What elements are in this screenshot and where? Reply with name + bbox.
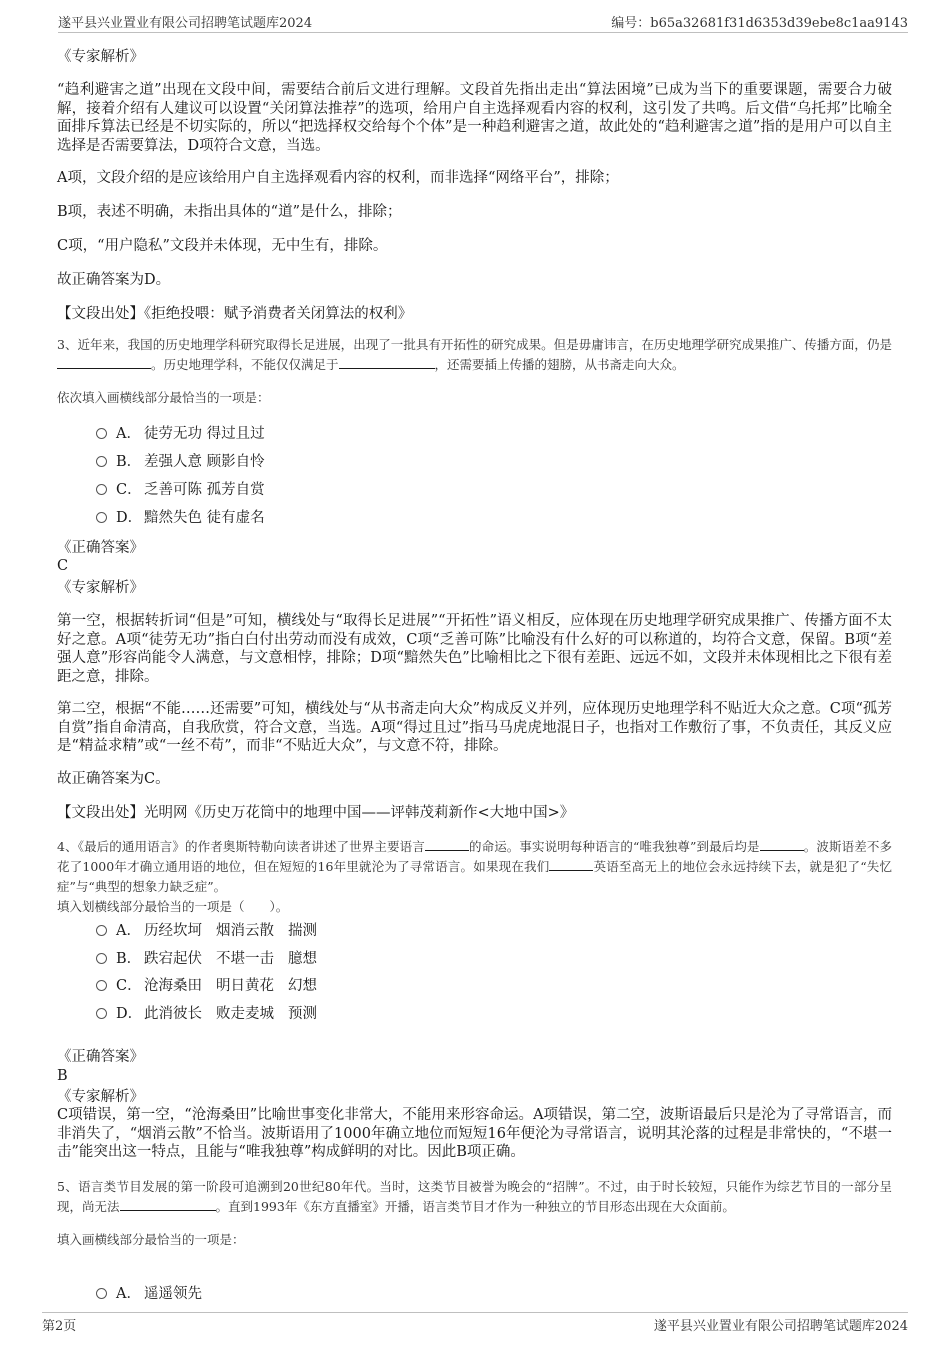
q3-stem — [57, 335, 892, 375]
radio-icon[interactable] — [96, 512, 107, 523]
header-title: 遂平县兴业置业有限公司招聘笔试题库2024 — [58, 16, 313, 31]
q3-analysis-p2: 第二空，根据“不能……还需要”可知，横线处与“从书斋走向大众”构成反义并列，应体现历史地理学科不贴近大众之意。C项“孤芳自赏”指自命清高，自我欣赏，符合文意，当选。A项“得过且过”指马马虎虎地混日子，也指对工作敷衍了事，不负责任，其反义应是“精益求精”或“一丝不苟”，而非“不贴近大众”，与文意不符，排除。 — [57, 701, 892, 754]
q3-option-a[interactable]: A． 徒劳无功 得过且过 — [96, 425, 265, 443]
q4-blank-1 — [425, 838, 469, 851]
q3-option-d[interactable]: D． 黯然失色 徒有虚名 — [96, 509, 265, 527]
q3-blank-1 — [57, 356, 151, 369]
q2-analysis-p3: B项，表述不明确，未指出具体的“道”是什么，排除； — [57, 204, 402, 220]
q3-stem-b: 。历史地理学科，不能仅仅满足于 — [151, 357, 339, 372]
q4-blank-2 — [760, 838, 804, 851]
radio-icon[interactable] — [96, 428, 107, 439]
q4-answer-label: 《正确答案》 — [57, 1049, 144, 1065]
q3-option-c[interactable]: C． 乏善可陈 孤芳自赏 — [96, 481, 265, 499]
q4-analysis-p1: C项错误，第一空，“沧海桑田”比喻世事变化非常大，不能用来形容命运。A项错误，第二空，波斯语最后只是沦为了寻常语言，而非消失了，“烟消云散”不恰当。波斯语用了1000年确立地位而短短16年便沦为寻常语言，说明其沦落的过程是非常快的，“不堪一击”能突出这一特点，且能与“唯我独尊”构成鲜明的对比。因此B项正确。 — [57, 1107, 892, 1160]
q4-stem-c: 。波斯语差不多花了1000年才确立通用语的地位，但在短短的16年里就沦为了寻常语言。如果现在我们 — [57, 839, 892, 874]
q3-option-b[interactable]: B． 差强人意 顾影自怜 — [96, 453, 265, 471]
q5-stem-b: 。直到1993年《东方直播室》开播，语言类节目才作为一种独立的节目形态出现在大众面前。 — [215, 1199, 735, 1214]
q4-stem — [57, 837, 892, 897]
radio-icon[interactable] — [96, 484, 107, 495]
q4-option-a[interactable]: A． 历经坎坷 烟消云散 揣测 — [96, 922, 317, 940]
radio-icon[interactable] — [96, 925, 107, 936]
q2-analysis-p4: C项，“用户隐私”文段并未体现，无中生有，排除。 — [57, 238, 388, 254]
q2-answer-line: 故正确答案为D。 — [57, 272, 171, 288]
q4-blank-3 — [549, 858, 593, 871]
q4-prompt: 填入划横线部分最恰当的一项是（ ）。 — [57, 899, 289, 914]
footer-title: 遂平县兴业置业有限公司招聘笔试题库2024 — [653, 1319, 908, 1334]
q2-analysis-p1: “趋利避害之道”出现在文段中间，需要结合前后文进行理解。文段首先指出走出“算法困境”已成为当下的重要课题，需要合力破解，接着介绍有人建议可以设置“关闭算法推荐”的选项，给用户自主选择观看内容的权利，这引发了共鸣。后文借“乌托邦”比喻全面排斥算法已经是不切实际的，所以“把选择权交给每个个体”是一种趋利避害之道，故此处的“趋利避害之道”指的是用户可以自主选择是否需要算法，D项符合文意，当选。 — [57, 82, 892, 154]
radio-icon[interactable] — [96, 953, 107, 964]
radio-icon[interactable] — [96, 1008, 107, 1019]
q5-stem-a: 5、语言类节目发展的第一阶段可追溯到20世纪80年代。当时，这类节目被誉为晚会的“招牌”。不过，由于时长较短，只能作为综艺节目的一部分呈现，尚无法 — [57, 1179, 892, 1214]
q5-option-a[interactable]: A． 遥遥领先 — [96, 1285, 202, 1303]
page-number: 第2页 — [42, 1319, 77, 1334]
page-footer — [42, 1312, 908, 1335]
q3-source: 【文段出处】光明网《历史万花筒中的地理中国——评韩茂莉新作<大地中国>》 — [57, 805, 575, 821]
q4-option-b[interactable]: B． 跌宕起伏 不堪一击 臆想 — [96, 950, 317, 968]
q5-blank-1 — [120, 1198, 216, 1211]
radio-icon[interactable] — [96, 980, 107, 991]
q3-answer: C — [57, 558, 69, 574]
q4-option-d[interactable]: D． 此消彼长 败走麦城 预测 — [96, 1005, 317, 1023]
q3-answer-line: 故正确答案为C。 — [57, 771, 170, 787]
q4-answer: B — [57, 1068, 68, 1084]
q4-analysis-label: 《专家解析》 — [57, 1089, 144, 1105]
q4-stem-d: 英语至高无上的地位会永远持续下去，就是犯了“失忆症”与“典型的想象力缺乏症”。 — [57, 859, 892, 894]
q3-answer-label: 《正确答案》 — [57, 540, 144, 556]
q2-source: 【文段出处】《拒绝投喂：赋予消费者关闭算法的权利》 — [57, 306, 413, 322]
radio-icon[interactable] — [96, 1288, 107, 1299]
q3-stem-c: ，还需要插上传播的翅膀，从书斋走向大众。 — [434, 357, 685, 372]
q2-analysis-label: 《专家解析》 — [57, 49, 144, 65]
q3-stem-a: 3、近年来，我国的历史地理学科研究取得长足进展，出现了一批具有开拓性的研究成果。但是毋庸讳言，在历史地理学研究成果推广、传播方面，仍是 — [57, 337, 892, 352]
q5-prompt: 填入画横线部分最恰当的一项是： — [57, 1232, 245, 1247]
q4-stem-b: 的命运。事实说明每种语言的“唯我独尊”到最后均是 — [468, 839, 760, 854]
q4-stem-a: 4、《最后的通用语言》的作者奥斯特勒向读者讲述了世界主要语言 — [57, 839, 425, 854]
q2-analysis-p2: A项，文段介绍的是应该给用户自主选择观看内容的权利，而非选择“网络平台”，排除； — [57, 170, 619, 186]
q3-analysis-p1: 第一空，根据转折词“但是”可知，横线处与“取得长足进展”“开拓性”语义相反，应体现在历史地理学研究成果推广、传播方面不太好之意。A项“徒劳无功”指白白付出劳动而没有成效，C项“乏善可陈”比喻没有什么好的可以称道的，均符合文意，保留。B项“差强人意”形容尚能令人满意，与文意相悖，排除；D项“黯然失色”比喻相比之下很有差距、远远不如，文段并未体现相比之下很有差距之意，排除。 — [57, 613, 892, 685]
q3-prompt: 依次填入画横线部分最恰当的一项是： — [57, 390, 270, 405]
q5-stem — [57, 1177, 892, 1217]
q3-analysis-label: 《专家解析》 — [57, 580, 144, 596]
header-doc-id: 编号：b65a32681f31d6353d39ebe8c1aa9143 — [611, 16, 908, 31]
page-header — [58, 12, 908, 33]
q3-blank-2 — [339, 356, 435, 369]
q4-option-c[interactable]: C． 沧海桑田 明日黄花 幻想 — [96, 977, 317, 995]
radio-icon[interactable] — [96, 456, 107, 467]
